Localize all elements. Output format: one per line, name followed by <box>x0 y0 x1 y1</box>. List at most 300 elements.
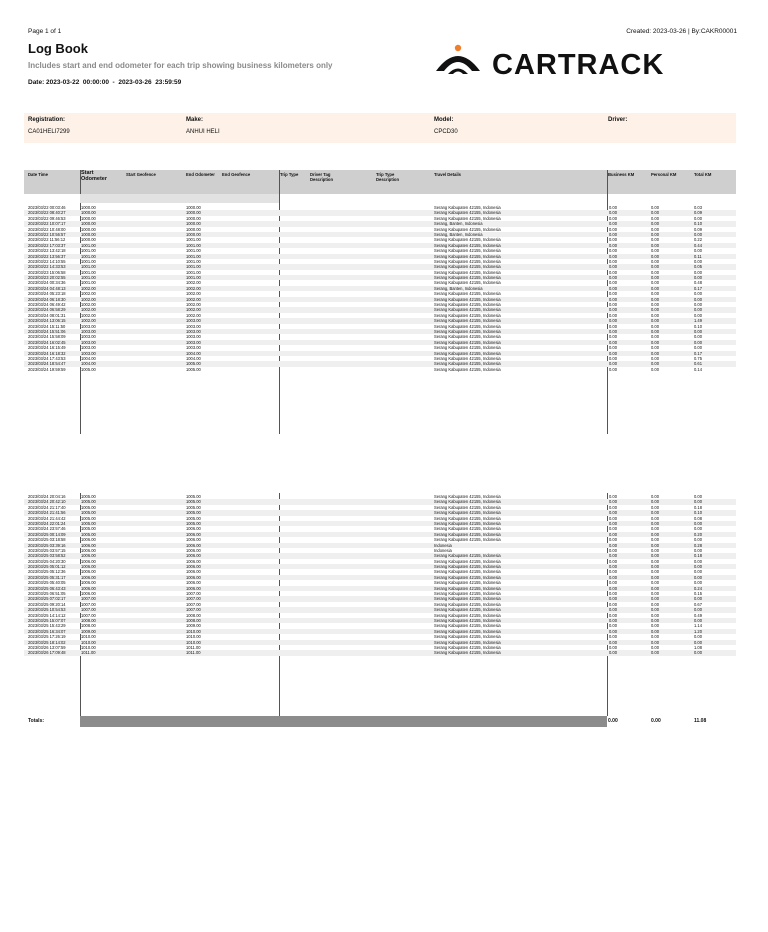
cell-total-km: 0.08 <box>694 515 702 521</box>
cell-travel-details: Serang Kabupaten 42155, Indonesia <box>434 355 501 361</box>
cell-travel-details: Serang, Banten, Indonesia <box>434 221 483 227</box>
cell-total-km: 1.49 <box>694 318 702 324</box>
cell-personal-km: 0.00 <box>651 323 659 329</box>
cell-start-odometer: 1000.00 <box>81 231 96 237</box>
cell-total-km: 0.18 <box>694 553 702 559</box>
cell-travel-details: Serang Kabupaten 42155, Indonesia <box>434 350 501 356</box>
cell-business-km: 0.00 <box>609 318 617 324</box>
cell-total-km: 0.24 <box>694 585 702 591</box>
cell-business-km: 0.00 <box>609 226 617 232</box>
cell-end-odometer: 1007.00 <box>186 601 201 607</box>
vehicle-info <box>24 113 736 143</box>
column-divider <box>80 170 81 194</box>
cell-business-km: 0.00 <box>609 339 617 345</box>
registration-label: Registration: <box>28 117 66 123</box>
cell-travel-details: Serang Kabupaten 42155, Indonesia <box>434 601 501 607</box>
cell-start-odometer: 1003.00 <box>81 328 96 334</box>
cell-total-km: 0.00 <box>694 574 702 580</box>
col-total-km: Total KM <box>694 172 712 177</box>
cell-travel-details: Serang Kabupaten 42155, Indonesia <box>434 553 501 559</box>
cell-start-odometer: 1009.00 <box>81 628 96 634</box>
cell-total-km: 0.00 <box>694 547 702 553</box>
cell-start-odometer: 1005.00 <box>81 515 96 521</box>
cell-end-odometer: 1005.00 <box>186 520 201 526</box>
cell-total-km: 0.17 <box>694 285 702 291</box>
cell-business-km: 0.00 <box>609 242 617 248</box>
cell-date-time: 2023/03/24 16:18:32 <box>28 350 66 356</box>
cell-end-odometer: 1006.00 <box>186 585 201 591</box>
cell-end-odometer: 1000.00 <box>186 205 201 210</box>
cell-business-km: 0.00 <box>609 231 617 237</box>
cell-start-odometer: 1005.00 <box>81 366 96 372</box>
cell-date-time: 2023/03/24 00:34:36 <box>28 280 66 286</box>
totals-label: Totals: <box>28 718 45 724</box>
cell-travel-details: Serang Kabupaten 42155, Indonesia <box>434 585 501 591</box>
cell-total-km: 0.00 <box>694 269 702 275</box>
cell-end-odometer: 1009.00 <box>186 623 201 629</box>
cell-end-odometer: 1001.00 <box>186 237 201 243</box>
cell-business-km: 0.00 <box>609 515 617 521</box>
cell-business-km: 0.00 <box>609 607 617 613</box>
cell-travel-details: Serang Kabupaten 42155, Indonesia <box>434 650 501 656</box>
cell-end-odometer: 1004.00 <box>186 350 201 356</box>
cell-personal-km: 0.00 <box>651 510 659 516</box>
cell-total-km: 0.48 <box>694 280 702 286</box>
cell-travel-details: Serang Kabupaten 42155, Indonesia <box>434 248 501 254</box>
cell-travel-details: Serang Kabupaten 42155, Indonesia <box>434 302 501 308</box>
cell-total-km: 1.20 <box>694 628 702 634</box>
cell-total-km: 0.00 <box>694 569 702 575</box>
cell-personal-km: 0.00 <box>651 339 659 345</box>
cell-start-odometer: 1006.00 <box>81 591 96 597</box>
cell-personal-km: 0.00 <box>651 504 659 510</box>
cell-start-odometer: 1000.00 <box>81 215 96 221</box>
cell-end-odometer: 1010.00 <box>186 628 201 634</box>
totals-row <box>24 716 736 727</box>
cell-total-km: 0.28 <box>694 542 702 548</box>
cell-start-odometer: 1002.00 <box>81 312 96 318</box>
cell-start-odometer: 1010.00 <box>81 639 96 645</box>
cell-total-km: 0.00 <box>694 526 702 532</box>
cell-date-time: 2023/03/24 17:43:53 <box>28 355 66 361</box>
cell-start-odometer: 1001.00 <box>81 258 96 264</box>
cell-date-time: 2023/03/24 20:04:16 <box>28 494 66 499</box>
cell-end-odometer: 1003.00 <box>186 323 201 329</box>
cell-start-odometer: 1001.00 <box>81 248 96 254</box>
cell-total-km: 0.00 <box>694 231 702 237</box>
cell-date-time: 2023/03/24 06:58:29 <box>28 307 66 313</box>
cell-date-time: 2023/03/22 14:33:53 <box>28 264 66 270</box>
cell-travel-details: Serang Kabupaten 42155, Indonesia <box>434 296 501 302</box>
cell-travel-details: Serang Kabupaten 42155, Indonesia <box>434 345 501 351</box>
cell-travel-details: Serang Kabupaten 42155, Indonesia <box>434 628 501 634</box>
cell-date-time: 2023/03/24 21:17:40 <box>28 504 66 510</box>
cell-personal-km: 0.00 <box>651 612 659 618</box>
cell-personal-km: 0.00 <box>651 650 659 656</box>
cell-date-time: 2023/03/22 17:03:37 <box>28 242 66 248</box>
cell-personal-km: 0.00 <box>651 269 659 275</box>
cell-business-km: 0.00 <box>609 542 617 548</box>
cell-travel-details: Serang Kabupaten 42155, Indonesia <box>434 275 501 281</box>
cell-business-km: 0.00 <box>609 296 617 302</box>
cell-business-km: 0.00 <box>609 253 617 259</box>
cell-date-time: 2023/03/25 04:20:30 <box>28 558 66 564</box>
cell-personal-km: 0.00 <box>651 537 659 543</box>
cell-personal-km: 0.00 <box>651 553 659 559</box>
col-travel-details: Travel Details <box>434 172 462 177</box>
totals-personal-km: 0.00 <box>651 718 661 724</box>
cell-total-km: 0.10 <box>694 323 702 329</box>
cell-total-km: 0.61 <box>694 361 702 367</box>
cell-total-km: 0.11 <box>694 253 702 259</box>
col-end-odometer: End Odometer <box>186 172 215 177</box>
cell-travel-details: Serang Kabupaten 42155, Indonesia <box>434 237 501 243</box>
cell-date-time: 2023/03/22 09:46:53 <box>28 215 66 221</box>
cell-end-odometer: 1006.00 <box>186 542 201 548</box>
table-header <box>24 170 736 194</box>
page-title: Log Book <box>28 41 88 56</box>
cell-end-odometer: 1001.00 <box>186 248 201 254</box>
cell-travel-details: Serang Kabupaten 42155, Indonesia <box>434 564 501 570</box>
cell-travel-details: Serang Kabupaten 42155, Indonesia <box>434 258 501 264</box>
cell-travel-details: Serang Kabupaten 42155, Indonesia <box>434 574 501 580</box>
cell-start-odometer: 1006.00 <box>81 558 96 564</box>
cell-date-time: 2023/03/24 06:18:30 <box>28 296 66 302</box>
cell-travel-details: Serang Kabupaten 42155, Indonesia <box>434 361 501 367</box>
cell-business-km: 0.00 <box>609 248 617 254</box>
cell-start-odometer: 1006.00 <box>81 553 96 559</box>
cell-end-odometer: 1003.00 <box>186 334 201 340</box>
cell-date-time: 2023/03/25 05:12:36 <box>28 569 66 575</box>
cell-date-time: 2023/03/24 19:59:59 <box>28 366 66 372</box>
cell-business-km: 0.00 <box>609 526 617 532</box>
col-start-odometer: Start Odometer <box>81 170 107 182</box>
cell-start-odometer: 1000.00 <box>81 205 96 210</box>
cell-business-km: 0.00 <box>609 591 617 597</box>
cell-personal-km: 0.00 <box>651 205 659 210</box>
cell-date-time: 2023/03/24 15:51:06 <box>28 328 66 334</box>
cell-travel-details: Serang Kabupaten 42155, Indonesia <box>434 264 501 270</box>
cell-start-odometer: 1008.00 <box>81 623 96 629</box>
cell-business-km: 0.00 <box>609 307 617 313</box>
col-business-km: Business KM <box>608 172 635 177</box>
cell-start-odometer: 1002.00 <box>81 285 96 291</box>
cell-personal-km: 0.00 <box>651 531 659 537</box>
cell-end-odometer: 1002.00 <box>186 285 201 291</box>
logo-wordmark: CARTRACK <box>492 49 665 79</box>
cell-date-time: 2023/03/25 05:31:17 <box>28 574 66 580</box>
cell-end-odometer: 1005.00 <box>186 504 201 510</box>
cell-date-time: 2023/03/22 10:07:17 <box>28 221 66 227</box>
cell-end-odometer: 1006.00 <box>186 547 201 553</box>
cell-end-odometer: 1002.00 <box>186 291 201 297</box>
cell-start-odometer: 1005.00 <box>81 526 96 532</box>
cell-travel-details: Serang Kabupaten 42155, Indonesia <box>434 639 501 645</box>
cell-personal-km: 0.00 <box>651 607 659 613</box>
cell-business-km: 0.00 <box>609 623 617 629</box>
cell-date-time: 2023/03/24 08:01:31 <box>28 312 66 318</box>
cell-date-time: 2023/03/25 00:14:09 <box>28 531 66 537</box>
cell-business-km: 0.00 <box>609 499 617 505</box>
cell-start-odometer: 1002.00 <box>81 307 96 313</box>
cell-travel-details: Indonesia <box>434 547 452 553</box>
col-trip-type: Trip Type <box>280 172 299 177</box>
cell-total-km: 0.09 <box>694 210 702 216</box>
cell-start-odometer: 1007.00 <box>81 607 96 613</box>
cell-date-time: 2023/03/22 14:10:55 <box>28 258 66 264</box>
cell-travel-details: Serang, Banten, Indonesia <box>434 231 483 237</box>
cell-end-odometer: 1001.00 <box>186 242 201 248</box>
cell-personal-km: 0.00 <box>651 644 659 650</box>
cell-end-odometer: 1005.00 <box>186 510 201 516</box>
cell-date-time: 2023/03/24 21:44:42 <box>28 515 66 521</box>
cell-total-km: 0.00 <box>694 494 702 499</box>
cell-personal-km: 0.00 <box>651 312 659 318</box>
cell-end-odometer: 1007.00 <box>186 591 201 597</box>
cell-date-time: 2023/03/24 16:15:49 <box>28 345 66 351</box>
cell-business-km: 0.00 <box>609 302 617 308</box>
cell-travel-details: Serang Kabupaten 42155, Indonesia <box>434 307 501 313</box>
cell-date-time: 2023/03/24 21:41:56 <box>28 510 66 516</box>
cell-personal-km: 0.00 <box>651 574 659 580</box>
cell-start-odometer: 1000.00 <box>81 237 96 243</box>
cartrack-logo-icon <box>432 43 737 79</box>
cell-personal-km: 0.00 <box>651 215 659 221</box>
cell-total-km: 0.49 <box>694 612 702 618</box>
created-info: Created: 2023-03-26 | By:CAKR00001 <box>626 28 737 35</box>
cell-start-odometer: 1003.00 <box>81 334 96 340</box>
cell-date-time: 2023/03/25 05:01:12 <box>28 564 66 570</box>
cell-start-odometer: 1001.00 <box>81 275 96 281</box>
cell-end-odometer: 1006.00 <box>186 531 201 537</box>
col-trip-type-desc: Trip Type Description <box>376 172 400 182</box>
col-start-geofence: Start Geofence <box>126 172 156 177</box>
cell-date-time: 2023/03/24 18:54:47 <box>28 361 66 367</box>
cell-business-km: 0.00 <box>609 564 617 570</box>
cell-end-odometer: 1006.00 <box>186 569 201 575</box>
cell-business-km: 0.00 <box>609 221 617 227</box>
cell-date-time: 2023/03/25 10:54:53 <box>28 607 66 613</box>
cell-date-time: 2023/03/24 23:57:46 <box>28 526 66 532</box>
cell-date-time: 2023/03/24 13:06:15 <box>28 318 66 324</box>
cell-date-time: 2023/03/24 05:23:18 <box>28 291 66 297</box>
cell-personal-km: 0.00 <box>651 285 659 291</box>
cell-business-km: 0.00 <box>609 617 617 623</box>
cell-date-time: 2023/03/24 20:42:10 <box>28 499 66 505</box>
cell-total-km: 0.00 <box>694 617 702 623</box>
cell-end-odometer: 1002.00 <box>186 312 201 318</box>
cell-date-time: 2023/03/24 04:48:13 <box>28 285 66 291</box>
cell-start-odometer: 1005.00 <box>81 499 96 505</box>
cell-date-time: 2023/03/24 06:49:42 <box>28 302 66 308</box>
cell-personal-km: 0.00 <box>651 334 659 340</box>
cell-total-km: 0.05 <box>694 264 702 270</box>
cell-travel-details: Serang Kabupaten 42155, Indonesia <box>434 494 501 499</box>
cell-business-km: 0.00 <box>609 644 617 650</box>
cell-travel-details: Serang Kabupaten 42155, Indonesia <box>434 291 501 297</box>
cell-start-odometer: 1005.00 <box>81 520 96 526</box>
cell-end-odometer: 1000.00 <box>186 221 201 227</box>
cell-business-km: 0.00 <box>609 215 617 221</box>
cell-business-km: 0.00 <box>609 323 617 329</box>
cell-personal-km: 0.00 <box>651 221 659 227</box>
cell-total-km: 0.44 <box>694 242 702 248</box>
cell-travel-details: Serang Kabupaten 42155, Indonesia <box>434 634 501 640</box>
registration-value: CA01HELI7299 <box>28 129 70 135</box>
totals-business-km: 0.00 <box>608 718 618 724</box>
cell-personal-km: 0.00 <box>651 547 659 553</box>
cell-business-km: 0.00 <box>609 361 617 367</box>
cell-total-km: 0.00 <box>694 520 702 526</box>
cell-business-km: 0.00 <box>609 285 617 291</box>
cell-date-time: 2023/03/22 11:56:12 <box>28 237 66 243</box>
cell-business-km: 0.00 <box>609 366 617 372</box>
cell-total-km: 0.15 <box>694 591 702 597</box>
model-label: Model: <box>434 117 454 123</box>
cell-date-time: 2023/03/22 10:56:57 <box>28 231 66 237</box>
cell-personal-km: 0.00 <box>651 248 659 254</box>
page-number: Page 1 of 1 <box>28 28 62 35</box>
cell-business-km: 0.00 <box>609 494 617 499</box>
cell-travel-details: Serang Kabupaten 42155, Indonesia <box>434 280 501 286</box>
cell-date-time: 2023/03/24 16:02:45 <box>28 339 66 345</box>
cell-travel-details: Serang, Banten, Indonesia <box>434 285 483 291</box>
cell-end-odometer: 1003.00 <box>186 345 201 351</box>
cell-travel-details: Serang Kabupaten 42155, Indonesia <box>434 580 501 586</box>
cell-personal-km: 0.00 <box>651 526 659 532</box>
cell-personal-km: 0.00 <box>651 291 659 297</box>
cell-start-odometer: 1006.00 <box>81 547 96 553</box>
make-value: ANHUI HELI <box>186 129 220 135</box>
cell-date-time: 2023/03/25 06:51:05 <box>28 591 66 597</box>
cell-business-km: 0.00 <box>609 558 617 564</box>
cell-travel-details: Serang Kabupaten 42155, Indonesia <box>434 515 501 521</box>
cell-end-odometer: 1005.00 <box>186 515 201 521</box>
cell-personal-km: 0.00 <box>651 601 659 607</box>
cell-start-odometer: 1006.00 <box>81 569 96 575</box>
cell-end-odometer: 1000.00 <box>186 231 201 237</box>
cell-business-km: 0.00 <box>609 258 617 264</box>
cell-personal-km: 0.00 <box>651 210 659 216</box>
cell-end-odometer: 1001.00 <box>186 258 201 264</box>
cell-date-time: 2023/03/24 15:58:09 <box>28 334 66 340</box>
cell-end-odometer: 1008.00 <box>186 617 201 623</box>
cell-start-odometer: 1000.00 <box>81 210 96 216</box>
cell-end-odometer: 1005.00 <box>186 499 201 505</box>
cell-travel-details: Serang Kabupaten 42155, Indonesia <box>434 607 501 613</box>
cell-total-km: 0.17 <box>694 350 702 356</box>
cell-total-km: 0.75 <box>694 355 702 361</box>
cell-travel-details: Serang Kabupaten 42155, Indonesia <box>434 269 501 275</box>
cell-total-km: 0.00 <box>694 339 702 345</box>
cell-date-time: 2023/03/25 17:26:19 <box>28 634 66 640</box>
cell-travel-details: Serang Kabupaten 42155, Indonesia <box>434 596 501 602</box>
cell-end-odometer: 1003.00 <box>186 318 201 324</box>
cell-travel-details: Serang Kabupaten 42155, Indonesia <box>434 520 501 526</box>
cell-start-odometer: 1002.00 <box>81 302 96 308</box>
col-date-time: Date Time <box>28 172 48 177</box>
cell-start-odometer: 1006.00 <box>81 580 96 586</box>
cell-travel-details: Serang Kabupaten 42155, Indonesia <box>434 531 501 537</box>
cell-business-km: 0.00 <box>609 553 617 559</box>
cell-end-odometer: 1002.00 <box>186 296 201 302</box>
cell-business-km: 0.00 <box>609 574 617 580</box>
cell-total-km: 0.00 <box>694 334 702 340</box>
cell-date-time: 2023/03/25 18:14:02 <box>28 639 66 645</box>
cell-start-odometer: 1007.00 <box>81 596 96 602</box>
cell-travel-details: Serang Kabupaten 42155, Indonesia <box>434 334 501 340</box>
cell-end-odometer: 1002.00 <box>186 307 201 313</box>
date-range: Date: 2023-03-22 00:00:00 - 2023-03-26 23:59:59 <box>28 79 182 86</box>
cell-personal-km: 0.00 <box>651 558 659 564</box>
col-driver-tag: Driver Tag Description <box>310 172 334 182</box>
cell-travel-details: Serang Kabupaten 42155, Indonesia <box>434 323 501 329</box>
cell-end-odometer: 1010.00 <box>186 634 201 640</box>
cell-end-odometer: 1008.00 <box>186 612 201 618</box>
cell-start-odometer: 1007.00 <box>81 612 96 618</box>
cell-business-km: 0.00 <box>609 280 617 286</box>
cell-end-odometer: 1002.00 <box>186 302 201 308</box>
cell-end-odometer: 1007.00 <box>186 607 201 613</box>
cell-personal-km: 0.00 <box>651 264 659 270</box>
cell-start-odometer: 1005.00 <box>81 510 96 516</box>
cell-end-odometer: 1001.00 <box>186 269 201 275</box>
cell-start-odometer: 1002.00 <box>81 318 96 324</box>
cell-personal-km: 0.00 <box>651 634 659 640</box>
cell-business-km: 0.00 <box>609 601 617 607</box>
cell-personal-km: 0.00 <box>651 355 659 361</box>
cell-total-km: 0.00 <box>694 302 702 308</box>
cell-end-odometer: 1002.00 <box>186 280 201 286</box>
cell-business-km: 0.00 <box>609 520 617 526</box>
cell-end-odometer: 1006.00 <box>186 558 201 564</box>
cell-business-km: 0.00 <box>609 596 617 602</box>
table-row <box>24 650 736 655</box>
cell-travel-details: Serang Kabupaten 42155, Indonesia <box>434 591 501 597</box>
cell-end-odometer: 1006.00 <box>186 553 201 559</box>
cell-start-odometer: 1005.00 <box>81 504 96 510</box>
cell-start-odometer: 1001.00 <box>81 264 96 270</box>
cell-personal-km: 0.00 <box>651 258 659 264</box>
cell-end-odometer: 1005.00 <box>186 361 201 367</box>
cell-personal-km: 0.00 <box>651 366 659 372</box>
cell-business-km: 0.00 <box>609 639 617 645</box>
cell-date-time: 2023/03/25 14:14:12 <box>28 612 66 618</box>
cell-total-km: 1.14 <box>694 623 702 629</box>
cell-total-km: 0.14 <box>694 366 702 372</box>
cell-start-odometer: 1003.00 <box>81 345 96 351</box>
cell-business-km: 0.00 <box>609 510 617 516</box>
cell-start-odometer: 1006.00 <box>81 585 96 591</box>
cell-start-odometer: 1003.00 <box>81 350 96 356</box>
trip-table-part-1 <box>24 205 736 372</box>
cell-start-odometer: 1003.00 <box>81 323 96 329</box>
cell-total-km: 0.00 <box>694 564 702 570</box>
cell-date-time: 2023/03/22 10:48:00 <box>28 226 66 232</box>
cell-start-odometer: 1000.00 <box>81 221 96 227</box>
cell-total-km: 0.00 <box>694 345 702 351</box>
cell-start-odometer: 1001.00 <box>81 269 96 275</box>
cartrack-logo <box>432 43 737 79</box>
cell-business-km: 0.00 <box>609 312 617 318</box>
cell-personal-km: 0.00 <box>651 350 659 356</box>
cell-end-odometer: 1000.00 <box>186 226 201 232</box>
cell-personal-km: 0.00 <box>651 591 659 597</box>
make-label: Make: <box>186 117 204 123</box>
cell-total-km: 0.20 <box>694 531 702 537</box>
cell-total-km: 0.00 <box>694 328 702 334</box>
cell-total-km: 0.00 <box>694 634 702 640</box>
